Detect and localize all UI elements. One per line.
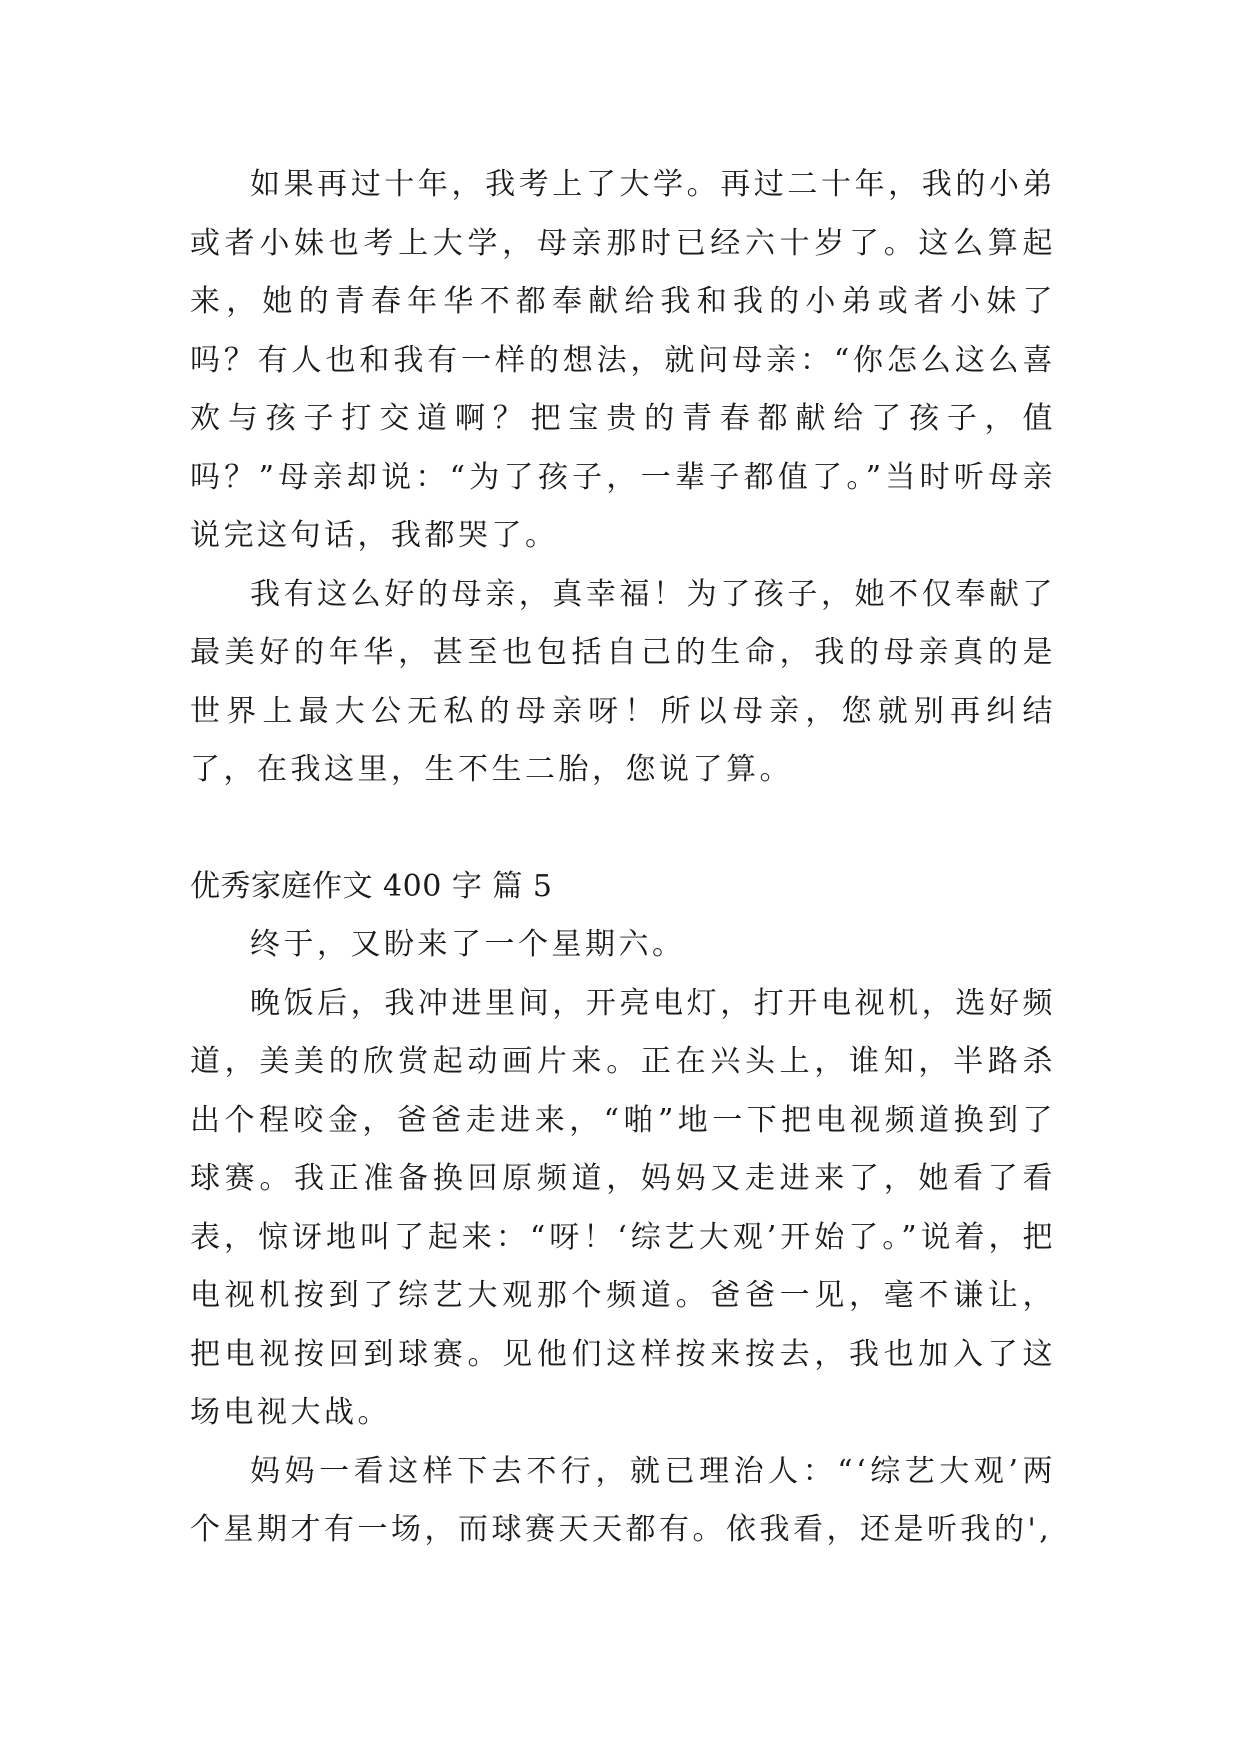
- paragraph: 我有这么好的母亲，真幸福！为了孩子，她不仅奉献了最美好的年华，甚至也包括自己的生命，我的母亲真的是世界上最大公无私的母亲呀！所以母亲，您就别再纠结了，在我这里，生不生二胎，您说了算。: [190, 576, 1056, 787]
- paragraph: 晚饭后，我冲进里间，开亮电灯，打开电视机，选好频道，美美的欣赏起动画片来。正在兴头上，谁知，半路杀出个程咬金，爸爸走进来，“啪”地一下把电视频道换到了球赛。我正准备换回原频道，妈妈又走进来了，她看了看表，惊讶地叫了起来：“呀！‘综艺大观’开始了。”说着，把电视机按到了综艺大观那个频道。爸爸一见，毫不谦让，把电视按回到球赛。见他们这样按来按去，我也加入了这场电视大战。: [190, 985, 1056, 1430]
- paragraph: 妈妈一看这样下去不行，就已理治人：“‘综艺大观’两个星期才有一场，而球赛天天都有。依我看，还是听我的',: [190, 1453, 1056, 1547]
- paragraph: 终于，又盼来了一个星期六。: [250, 927, 686, 962]
- paragraph: 如果再过十年，我考上了大学。再过二十年，我的小弟或者小妹也考上大学，母亲那时已经六十岁了。这么算起来，她的青春年华不都奉献给我和我的小弟或者小妹了吗？有人也和我有一样的想法，就问母亲：“你怎么这么喜欢与孩子打交道啊？把宝贵的青春都献给了孩子，值吗？”母亲却说：“为了孩子，一辈子都值了。”当时听母亲说完这句话，我都哭了。: [190, 167, 1056, 553]
- section-heading: 优秀家庭作文 400 字 篇 5: [190, 868, 553, 904]
- document-body: [190, 156, 1056, 1560]
